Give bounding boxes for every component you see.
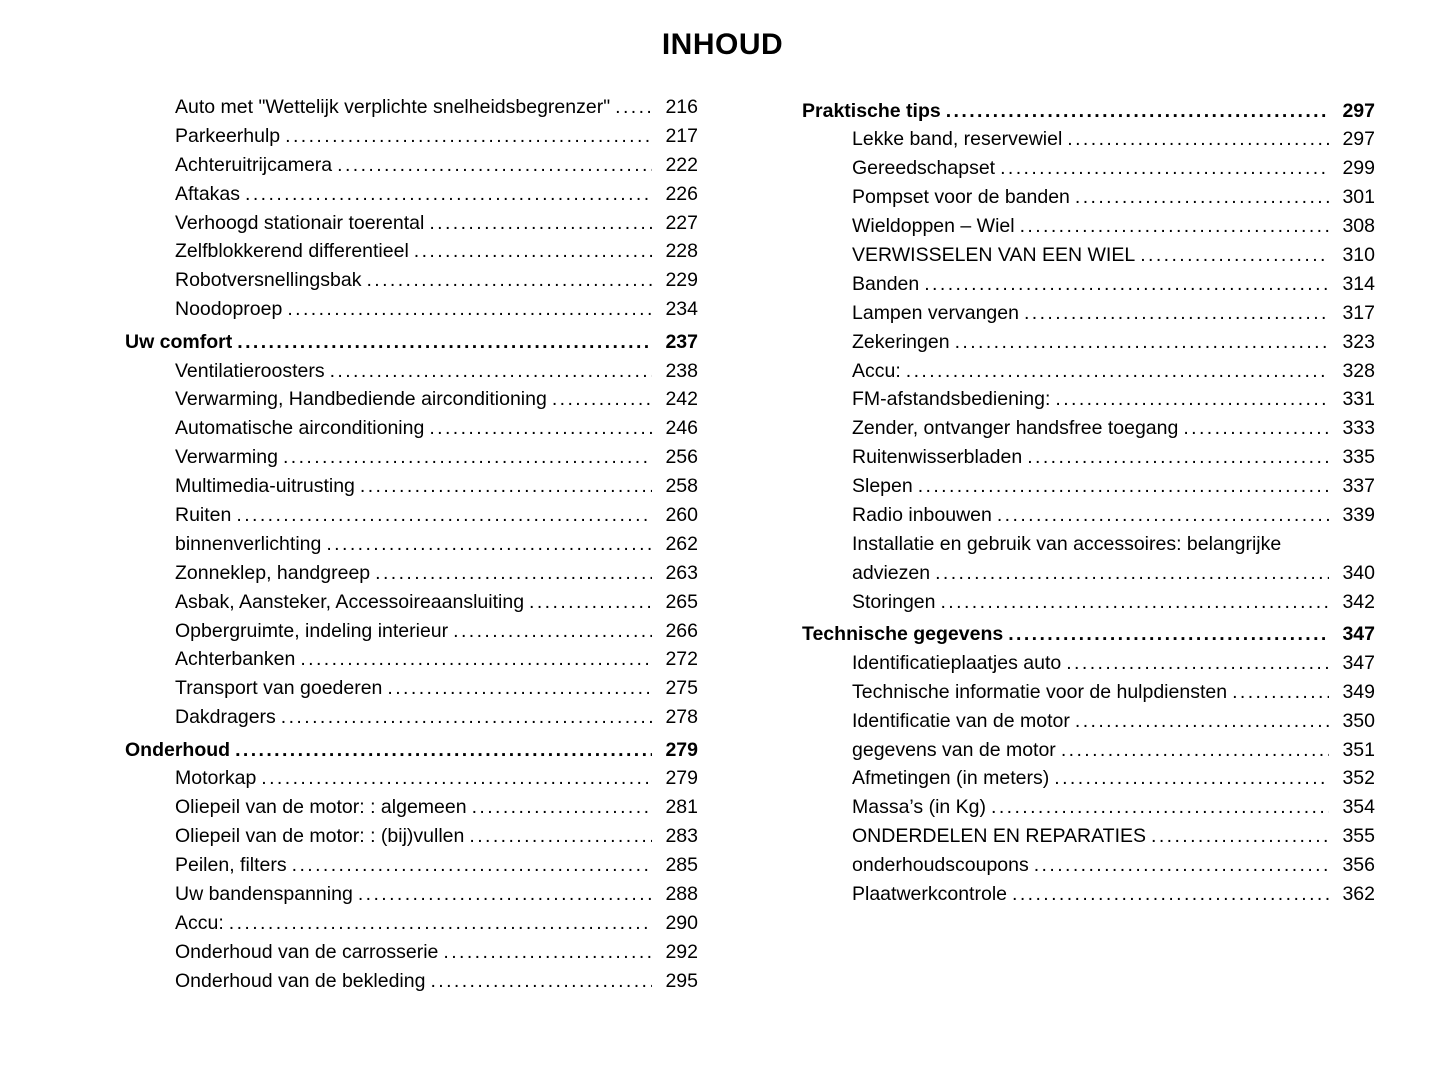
- dot-leader: [1067, 125, 1329, 154]
- dot-leader: [366, 266, 652, 295]
- dot-leader: [360, 472, 652, 501]
- toc-entry-page: 354: [1342, 796, 1375, 819]
- dot-leader: [940, 588, 1329, 617]
- page-title: INHOUD: [661, 28, 784, 61]
- toc-entry: [125, 266, 698, 295]
- dot-leader: [429, 414, 652, 443]
- toc-entry-page: 279: [665, 767, 698, 790]
- toc-entry-label: Onderhoud van de carrosserie: [175, 940, 439, 963]
- dot-leader: [991, 793, 1329, 822]
- dot-leader: [955, 328, 1329, 357]
- toc-entry-page: 328: [1342, 359, 1375, 382]
- toc-entry-page: 299: [1342, 157, 1375, 180]
- toc-entry-page: 263: [665, 561, 698, 584]
- toc-entry-label: adviezen: [852, 561, 931, 584]
- toc-entry: [802, 299, 1375, 328]
- toc-entry: [802, 328, 1375, 357]
- toc-entry-label: binnenverlichting: [175, 532, 322, 555]
- dot-leader: [292, 851, 652, 880]
- dot-leader: [1061, 736, 1329, 765]
- toc-entry-page: 337: [1342, 475, 1375, 498]
- toc-entry-label: Aftakas: [175, 182, 241, 205]
- toc-entry-page: 288: [665, 883, 698, 906]
- toc-entry: [125, 764, 698, 793]
- toc-entry: [802, 385, 1375, 414]
- toc-entry-label: Pompset voor de banden: [852, 186, 1070, 209]
- dot-leader: [245, 180, 652, 209]
- dot-leader: [935, 559, 1329, 588]
- dot-leader: [430, 967, 652, 996]
- toc-entry: [802, 880, 1375, 909]
- toc-entry-label: Motorkap: [175, 767, 257, 790]
- dot-leader: [1000, 154, 1329, 183]
- toc-entry: [125, 530, 698, 559]
- toc-entry: [802, 270, 1375, 299]
- toc-entry-page: 275: [665, 677, 698, 700]
- toc-entry-page: 347: [1342, 651, 1375, 674]
- dot-leader: [1034, 851, 1329, 880]
- toc-entry-page: 246: [665, 417, 698, 440]
- toc-entry: [802, 588, 1375, 617]
- toc-entry-label: Achterbanken: [175, 648, 296, 671]
- toc-entry: [802, 559, 1375, 588]
- toc-entry: [125, 122, 698, 151]
- dot-leader: [387, 674, 652, 703]
- toc-entry-page: 238: [665, 359, 698, 382]
- toc-entry-label: Storingen: [852, 590, 936, 613]
- toc-entry: [125, 472, 698, 501]
- toc-entry-page: 301: [1342, 186, 1375, 209]
- toc-entry: [125, 209, 698, 238]
- toc-entry: [125, 414, 698, 443]
- toc-entry-page: 222: [665, 153, 698, 176]
- toc-entry-label: Asbak, Aansteker, Accessoireaansluiting: [175, 590, 525, 613]
- toc-entry-label: Accu:: [175, 911, 224, 934]
- toc-entry: [802, 414, 1375, 443]
- dot-leader: [552, 385, 652, 414]
- toc-entry-label: Ruitenwisserbladen: [852, 446, 1023, 469]
- toc-entry-label: Praktische tips: [802, 99, 941, 122]
- toc-entry: [802, 793, 1375, 822]
- toc-entry-page: 237: [665, 330, 698, 353]
- toc-entry-page: 362: [1342, 883, 1375, 906]
- dot-leader: [472, 793, 652, 822]
- toc-entry-page: 292: [665, 940, 698, 963]
- toc-entry-label: Banden: [852, 272, 920, 295]
- toc-entry: [802, 822, 1375, 851]
- dot-leader: [924, 270, 1329, 299]
- toc-entry: [125, 674, 698, 703]
- toc-entry-label: Transport van goederen: [175, 677, 383, 700]
- toc-entry: [125, 822, 698, 851]
- toc-entry-page: 281: [665, 796, 698, 819]
- toc-entry-page: 297: [1342, 99, 1375, 122]
- dot-leader: [529, 588, 652, 617]
- toc-entry: [125, 793, 698, 822]
- toc-entry-page: 342: [1342, 590, 1375, 613]
- toc-entry-label: Verwarming: [175, 446, 278, 469]
- toc-entry: [802, 736, 1375, 765]
- toc-entry-label: Oliepeil van de motor: : (bij)vullen: [175, 825, 465, 848]
- toc-entry-label: Technische gegevens: [802, 623, 1004, 646]
- toc-entry-page: 355: [1342, 825, 1375, 848]
- toc-entry-page: 352: [1342, 767, 1375, 790]
- toc-entry-label: Plaatwerkcontrole: [852, 883, 1007, 906]
- toc-entry-page: 314: [1342, 272, 1375, 295]
- toc-entry-page: 279: [665, 738, 698, 761]
- toc-entry-label: Onderhoud van de bekleding: [175, 969, 426, 992]
- toc-entry: [125, 443, 698, 472]
- toc-entry-page: 350: [1342, 709, 1375, 732]
- dot-leader: [229, 909, 652, 938]
- toc-entry-page: 258: [665, 475, 698, 498]
- toc-entry: [802, 530, 1375, 559]
- toc-columns: [0, 93, 1445, 996]
- toc-entry-label: ONDERDELEN EN REPARATIES: [852, 825, 1147, 848]
- toc-entry-page: 234: [665, 298, 698, 321]
- toc-entry: [125, 237, 698, 266]
- toc-entry-page: 347: [1342, 623, 1375, 646]
- toc-entry-page: 216: [665, 96, 698, 118]
- toc-entry: [802, 707, 1375, 736]
- dot-leader: [1012, 880, 1329, 909]
- dot-leader: [1020, 212, 1329, 241]
- toc-entry: [125, 501, 698, 530]
- toc-entry-label: Wieldoppen – Wiel: [852, 215, 1015, 238]
- toc-entry-label: Lekke band, reservewiel: [852, 128, 1063, 151]
- toc-entry: [802, 357, 1375, 386]
- toc-entry-page: 278: [665, 706, 698, 729]
- toc-entry-label: Robotversnellingsbak: [175, 269, 362, 292]
- toc-entry-label: gegevens van de motor: [852, 738, 1056, 761]
- toc-entry: [125, 703, 698, 732]
- dot-leader: [326, 530, 652, 559]
- dot-leader: [414, 237, 652, 266]
- toc-entry: [802, 212, 1375, 241]
- toc-entry-label: Ruiten: [175, 503, 232, 526]
- dot-leader: [330, 357, 652, 386]
- dot-leader: [906, 357, 1329, 386]
- dot-leader: [1075, 707, 1329, 736]
- toc-entry: [125, 93, 698, 122]
- toc-entry-label: Massa’s (in Kg): [852, 796, 987, 819]
- toc-entry-label: Zelfblokkerend differentieel: [175, 240, 409, 263]
- toc-entry: [125, 295, 698, 324]
- dot-leader: [1054, 764, 1329, 793]
- toc-entry-page: 283: [665, 825, 698, 848]
- toc-column-left: [125, 93, 698, 996]
- toc-entry: [802, 443, 1375, 472]
- toc-entry-page: 256: [665, 446, 698, 469]
- dot-leader: [1140, 241, 1329, 270]
- dot-leader: [1075, 183, 1329, 212]
- toc-entry: [125, 909, 698, 938]
- toc-entry-label: Multimedia-uitrusting: [175, 475, 355, 498]
- toc-entry-page: 356: [1342, 854, 1375, 877]
- toc-column-right: [802, 93, 1375, 996]
- toc-entry-page: 228: [665, 240, 698, 263]
- dot-leader: [453, 617, 652, 646]
- toc-entry: [125, 967, 698, 996]
- toc-entry: [125, 938, 698, 967]
- toc-entry-page: 351: [1342, 738, 1375, 761]
- toc-entry-label: Lampen vervangen: [852, 301, 1019, 324]
- toc-entry-label: Parkeerhulp: [175, 124, 281, 147]
- toc-entry-page: 266: [665, 619, 698, 642]
- dot-leader: [285, 122, 652, 151]
- dot-leader: [235, 736, 652, 765]
- toc-entry-page: 317: [1342, 301, 1375, 324]
- toc-entry: [125, 588, 698, 617]
- toc-section-entry: [802, 620, 1375, 649]
- toc-entry-page: 290: [665, 911, 698, 934]
- dot-leader: [283, 443, 652, 472]
- toc-entry-page: 310: [1342, 243, 1375, 266]
- dot-leader: [443, 938, 652, 967]
- toc-entry-label: Uw bandenspanning: [175, 883, 353, 906]
- toc-entry-label: FM-afstandsbediening:: [852, 388, 1051, 411]
- toc-entry-page: 333: [1342, 417, 1375, 440]
- toc-entry-page: 297: [1342, 128, 1375, 151]
- dot-leader: [261, 764, 652, 793]
- dot-leader: [337, 151, 652, 180]
- toc-entry: [125, 357, 698, 386]
- toc-entry-label: Gereedschapset: [852, 157, 996, 180]
- dot-leader: [287, 295, 652, 324]
- dot-leader: [1024, 299, 1329, 328]
- dot-leader: [997, 501, 1329, 530]
- toc-entry: [125, 851, 698, 880]
- toc-entry: [802, 649, 1375, 678]
- dot-leader: [300, 645, 652, 674]
- dot-leader: [281, 703, 652, 732]
- toc-entry-page: 323: [1342, 330, 1375, 353]
- toc-entry-label: Identificatieplaatjes auto: [852, 651, 1062, 674]
- toc-entry-label: Technische informatie voor de hulpdiensten: [852, 680, 1228, 703]
- toc-entry-label: Achteruitrijcamera: [175, 153, 333, 176]
- toc-entry-label: Verwarming, Handbediende airconditioning: [175, 388, 547, 411]
- toc-entry-label: Peilen, filters: [175, 854, 287, 877]
- toc-entry: [802, 851, 1375, 880]
- toc-entry-label: Dakdragers: [175, 706, 276, 729]
- toc-entry-page: 331: [1342, 388, 1375, 411]
- toc-entry: [125, 617, 698, 646]
- toc-section-entry: [802, 97, 1375, 126]
- toc-entry-page: 339: [1342, 503, 1375, 526]
- dot-leader: [469, 822, 652, 851]
- toc-entry-label: onderhoudscoupons: [852, 854, 1029, 877]
- toc-entry: [802, 764, 1375, 793]
- toc-entry-label: Installatie en gebruik van accessoires: belangrijke: [852, 532, 1282, 555]
- toc-entry-page: 229: [665, 269, 698, 292]
- toc-entry-page: 217: [665, 124, 698, 147]
- toc-entry-label: VERWISSELEN VAN EEN WIEL: [852, 243, 1136, 266]
- toc-entry-label: Zekeringen: [852, 330, 950, 353]
- toc-entry-label: Identificatie van de motor: [852, 709, 1070, 732]
- dot-leader: [1055, 385, 1329, 414]
- toc-entry: [125, 385, 698, 414]
- toc-entry-page: 295: [665, 969, 698, 992]
- toc-entry-label: Uw comfort: [125, 330, 233, 353]
- dot-leader: [1151, 822, 1329, 851]
- toc-entry-label: Noodoproep: [175, 298, 283, 321]
- toc-entry: [125, 559, 698, 588]
- toc-entry-page: 349: [1342, 680, 1375, 703]
- toc-entry-page: 265: [665, 590, 698, 613]
- toc-entry-label: Opbergruimte, indeling interieur: [175, 619, 449, 642]
- toc-entry-label: Automatische airconditioning: [175, 417, 425, 440]
- toc-entry-label: Slepen: [852, 475, 913, 498]
- dot-leader: [429, 209, 652, 238]
- toc-entry: [802, 501, 1375, 530]
- toc-entry-page: 335: [1342, 446, 1375, 469]
- dot-leader: [375, 559, 652, 588]
- toc-entry-page: 260: [665, 503, 698, 526]
- toc-entry: [802, 154, 1375, 183]
- dot-leader: [237, 328, 652, 357]
- toc-entry-label: Accu:: [852, 359, 901, 382]
- dot-leader: [1066, 649, 1329, 678]
- toc-entry-page: 285: [665, 854, 698, 877]
- toc-section-entry: [125, 328, 698, 357]
- toc-section-entry: [125, 736, 698, 765]
- dot-leader: [946, 97, 1329, 126]
- dot-leader: [358, 880, 652, 909]
- toc-entry: [802, 183, 1375, 212]
- toc-entry-page: 272: [665, 648, 698, 671]
- toc-entry: [802, 678, 1375, 707]
- toc-entry-label: Zender, ontvanger handsfree toegang: [852, 417, 1179, 440]
- toc-entry: [125, 151, 698, 180]
- toc-entry: [802, 241, 1375, 270]
- toc-entry-label: Verhoogd stationair toerental: [175, 211, 425, 234]
- toc-entry-label: Onderhoud: [125, 738, 231, 761]
- toc-entry-label: Ventilatieroosters: [175, 359, 325, 382]
- dot-leader: [615, 93, 652, 122]
- toc-entry-page: 262: [665, 532, 698, 555]
- toc-entry-page: 340: [1342, 561, 1375, 584]
- toc-entry: [802, 472, 1375, 501]
- dot-leader: [918, 472, 1329, 501]
- toc-entry-label: Afmetingen (in meters): [852, 767, 1050, 790]
- toc-entry-label: Radio inbouwen: [852, 503, 992, 526]
- toc-entry-label: Zonneklep, handgreep: [175, 561, 371, 584]
- dot-leader: [1183, 414, 1329, 443]
- toc-entry: [125, 180, 698, 209]
- dot-leader: [1232, 678, 1329, 707]
- toc-entry-page: 242: [665, 388, 698, 411]
- toc-entry: [802, 125, 1375, 154]
- toc-entry-page: 308: [1342, 215, 1375, 238]
- toc-entry-label: Auto met "Wettelijk verplichte snelheidsbegrenzer": [175, 96, 611, 118]
- dot-leader: [1027, 443, 1329, 472]
- toc-entry-page: 227: [665, 211, 698, 234]
- toc-entry-page: 226: [665, 182, 698, 205]
- toc-entry: [125, 645, 698, 674]
- dot-leader: [236, 501, 652, 530]
- toc-entry-label: Oliepeil van de motor: : algemeen: [175, 796, 467, 819]
- dot-leader: [1008, 620, 1329, 649]
- toc-entry: [125, 880, 698, 909]
